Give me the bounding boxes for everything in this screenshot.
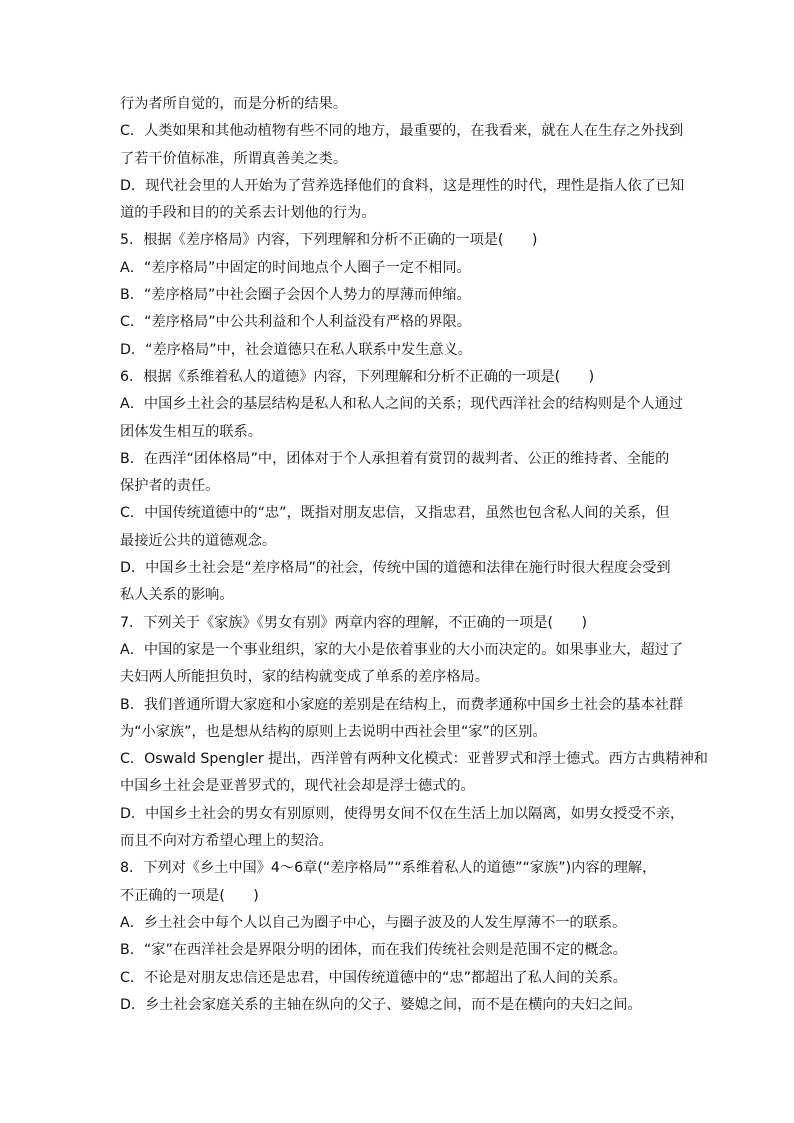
option-c: C．人类如果和其他动植物有些不同的地方，最重要的，在我看来，就在人在生存之外找到 xyxy=(120,123,684,140)
option-d: D．中国乡土社会的男女有别原则，使得男女间不仅在生活上加以隔离，如男女授受不亲， xyxy=(120,805,685,822)
document-body xyxy=(120,91,708,1019)
option-a: A．“差序格局”中固定的时间地点个人圈子一定不相同。 xyxy=(120,259,471,276)
option-a: A．中国的家是一个事业组织，家的大小是依着事业的大小而决定的。如果事业大，超过了 xyxy=(120,641,684,658)
text-line: 夫妇两人所能担负时，家的结构就变成了单系的差序格局。 xyxy=(120,669,489,686)
option-b: B．我们普通所谓大家庭和小家庭的差别是在结构上，而费孝通称中国乡土社会的基本社群 xyxy=(120,696,684,713)
text-line: 而且不向对方希望心理上的契洽。 xyxy=(120,833,333,850)
option-b: B．在西洋“团体格局”中，团体对于个人承担着有赏罚的裁判者、公正的维持者、全能的 xyxy=(120,450,670,467)
option-a: A．中国乡土社会的基层结构是私人和私人之间的关系；现代西洋社会的结构则是个人通过 xyxy=(120,396,684,413)
text-line: 私人关系的影响。 xyxy=(120,587,234,604)
text-line: 团体发生相互的联系。 xyxy=(120,423,262,440)
text-line: 不正确的一项是( ) xyxy=(120,887,259,904)
option-b: B．“差序格局”中社会圈子会因个人势力的厚薄而伸缩。 xyxy=(120,287,471,304)
text-line: 中国乡土社会是亚普罗式的，现代社会却是浮士德式的。 xyxy=(120,778,475,795)
option-c: C．中国传统道德中的“忠”，既指对朋友忠信，又指忠君，虽然也包含私人间的关系，但 xyxy=(120,505,670,522)
question-7: 7．下列关于《家族》《男女有别》两章内容的理解，不正确的一项是( ) xyxy=(120,614,587,631)
option-d: D．乡土社会家庭关系的主轴在纵向的父子、婆媳之间，而不是在横向的夫妇之间。 xyxy=(120,996,642,1013)
option-c: C．Oswald Spengler 提出，西洋曾有两种文化模式：亚普罗式和浮士德式。西方古典精神和 xyxy=(120,751,708,768)
text-line: 行为者所自觉的，而是分析的结果。 xyxy=(120,96,348,112)
option-d: D．中国乡土社会是“差序格局”的社会，传统中国的道德和法律在施行时很大程度会受到 xyxy=(120,560,671,577)
text-line: 最接近公共的道德观念。 xyxy=(120,532,277,549)
option-b: B．“家”在西洋社会是界限分明的团体，而在我们传统社会则是范围不定的概念。 xyxy=(120,942,627,959)
text-line: 保护者的责任。 xyxy=(120,478,220,495)
option-c: C．“差序格局”中公共利益和个人利益没有严格的界限。 xyxy=(120,314,471,331)
option-d: D．现代社会里的人开始为了营养选择他们的食料，这是理性的时代，理性是指人依了已知 xyxy=(120,177,685,194)
question-8: 8．下列对《乡土中国》4～6章(“差序格局”“系维着私人的道德”“家族”)内容的理解， xyxy=(120,860,657,877)
text-line: 了若干价值标准，所谓真善美之类。 xyxy=(120,150,348,167)
option-a: A．乡土社会中每个人以自己为圈子中心，与圈子波及的人发生厚薄不一的联系。 xyxy=(120,914,627,931)
question-5: 5．根据《差序格局》内容，下列理解和分析不正确的一项是( ) xyxy=(120,232,538,249)
option-d: D．“差序格局”中，社会道德只在私人联系中发生意义。 xyxy=(120,341,472,358)
text-line: 道的手段和目的的关系去计划他的行为。 xyxy=(120,205,376,222)
option-c: C．不论是对朋友忠信还是忠君，中国传统道德中的“忠”都超出了私人间的关系。 xyxy=(120,969,627,986)
question-6: 6．根据《系维着私人的道德》内容，下列理解和分析不正确的一项是( ) xyxy=(120,368,595,385)
text-line: 为“小家族”，也是想从结构的原则上去说明中西社会里“家”的区别。 xyxy=(120,723,547,740)
